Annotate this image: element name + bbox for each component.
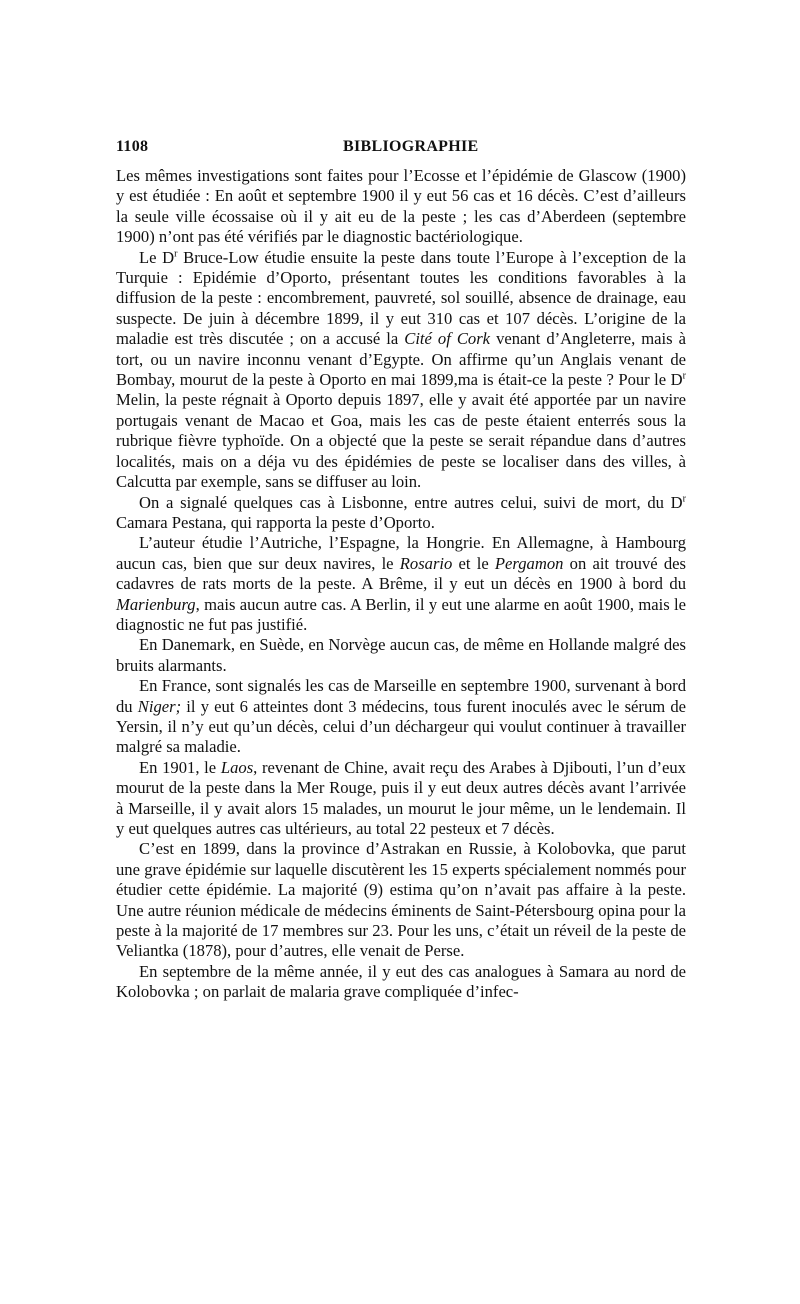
text-run: et le bbox=[452, 553, 495, 573]
body-text bbox=[116, 166, 686, 1003]
text-run: on ait trouvé des cadavres de rats morts de la peste. A Brême, il y eut un décès en 1900 à bord du bbox=[116, 553, 686, 594]
italic-name: Laos bbox=[220, 757, 254, 777]
superscript-abbrev: r bbox=[174, 248, 178, 260]
paragraph bbox=[116, 758, 686, 840]
superscript-abbrev: r bbox=[682, 370, 686, 382]
paragraph bbox=[116, 166, 686, 248]
text-run: L’auteur étudie l’Autriche, l’Espagne, la Hongrie. En Allemagne, à Hambourg aucun cas, bien que sur deux navires, le bbox=[116, 533, 686, 573]
paragraph bbox=[116, 248, 686, 493]
running-head bbox=[116, 134, 686, 160]
text-run: En France, sont signalés les cas de Marseille en septembre 1900, survenant à bord du bbox=[116, 676, 686, 716]
text-run: Les mêmes investigations sont faites pour l’Ecosse et l’épidémie de Glascow (1900) y est étudiée : En août et septembre 1900 il y eut 56 cas et 16 décès. C’est d’ailleurs la seule ville écossaise où il y ait eu de la peste ; les cas d’Aberdeen (septembre 1900) n’ont pas été vérifiés par le diagnostic bactériologique. bbox=[116, 166, 686, 247]
text-run: , revenant de Chine, avait reçu des Arabes à Djibouti, l’un d’eux mourut de la peste dans la Mer Rouge, puis il y eut deux autres décès avant l’arrivée à Marseille, il y avait alors 15 malades, un mourut le jour même, un le lendemain. Il y eut quelques autres cas ultérieurs, au total 22 pesteux et 7 décès. bbox=[116, 757, 686, 838]
text-run: Bruce-Low étudie ensuite la peste dans toute l’Europe à l’exception de la Turquie : Epidémie d’Oporto, présentant toutes les conditions favorables à la diffusion de la peste : encombrement, pauvreté, sol souillé, absence de drainage, eau suspecte. De juin à décembre 1899, il y eut 310 cas et 107 décès. L’origine de la maladie est très discutée ; on a accusé la bbox=[116, 247, 686, 349]
text-run: En septembre de la même année, il y eut des cas analogues à Samara au nord de Kolobovka ; on parlait de malaria grave compliquée d’infec- bbox=[116, 961, 686, 1002]
document-page bbox=[116, 134, 686, 1003]
text-run: Le D bbox=[139, 247, 175, 267]
paragraph bbox=[116, 533, 686, 635]
paragraph bbox=[116, 839, 686, 961]
text-run: En Danemark, en Suède, en Norvège aucun cas, de même en Hollande malgré des bruits alarmants. bbox=[116, 635, 686, 675]
italic-name: Cité of Cork bbox=[404, 329, 491, 349]
text-run: On a signalé quelques cas à Lisbonne, entre autres celui, suivi de mort, du D bbox=[139, 492, 683, 512]
text-run: , mais aucun autre cas. A Berlin, il y eut une alarme en août 1900, mais le diagnostic ne fut pas justifié. bbox=[116, 594, 686, 634]
italic-name: Niger; bbox=[137, 696, 182, 716]
page-number: 1108 bbox=[116, 138, 149, 155]
paragraph bbox=[116, 676, 686, 758]
text-run: Melin, la peste régnait à Oporto depuis 1897, elle y avait été apportée par un navire portugais venant de Macao et Goa, mais les cas de peste étaient enterrés sous la rubrique fièvre typhoïde. On a objecté que la peste se serait répandue dans d’autres localités, mais on a déja vu des épidémies de peste se localiser dans des villes, à Calcutta par exemple, sans se diffuser au loin. bbox=[116, 390, 686, 492]
paragraph bbox=[116, 635, 686, 676]
text-run: En 1901, le bbox=[139, 757, 221, 777]
italic-name: Pergamon bbox=[494, 553, 564, 573]
paragraph bbox=[116, 962, 686, 1003]
italic-name: Rosario bbox=[399, 553, 453, 573]
paragraph bbox=[116, 493, 686, 534]
text-run: C’est en 1899, dans la province d’Astrakan en Russie, à Kolobovka, que parut une grave épidémie sur laquelle discutèrent les 15 experts spécialement nommés pour étudier cette épidémie. La majorité (9) estima qu’on n’avait pas affaire à la peste. Une autre réunion médicale de médecins éminents de Saint-Pétersbourg opina pour la peste à la majorité de 17 membres sur 23. Pour les uns, c’était un réveil de la peste de Veliantka (1878), pour d’autres, elle venait de Perse. bbox=[116, 839, 686, 961]
italic-name: Marienburg bbox=[116, 594, 196, 614]
superscript-abbrev: r bbox=[682, 492, 686, 504]
section-title: BIBLIOGRAPHIE bbox=[343, 138, 479, 155]
text-run: venant d’Angleterre, mais à tort, ou un navire inconnu venant d’Egypte. On affirme qu’un Anglais venant de Bombay, mourut de la peste à Oporto en mai 1899,ma is était-ce la peste ? Pour le D bbox=[116, 329, 686, 390]
text-run: il y eut 6 atteintes dont 3 médecins, tous furent inoculés avec le sérum de Yersin, il n’y eut qu’un décès, celui d’un déchargeur qui voulut continuer à travailler malgré sa maladie. bbox=[116, 696, 686, 757]
text-run: Camara Pestana, qui rapporta la peste d’Oporto. bbox=[116, 512, 435, 532]
